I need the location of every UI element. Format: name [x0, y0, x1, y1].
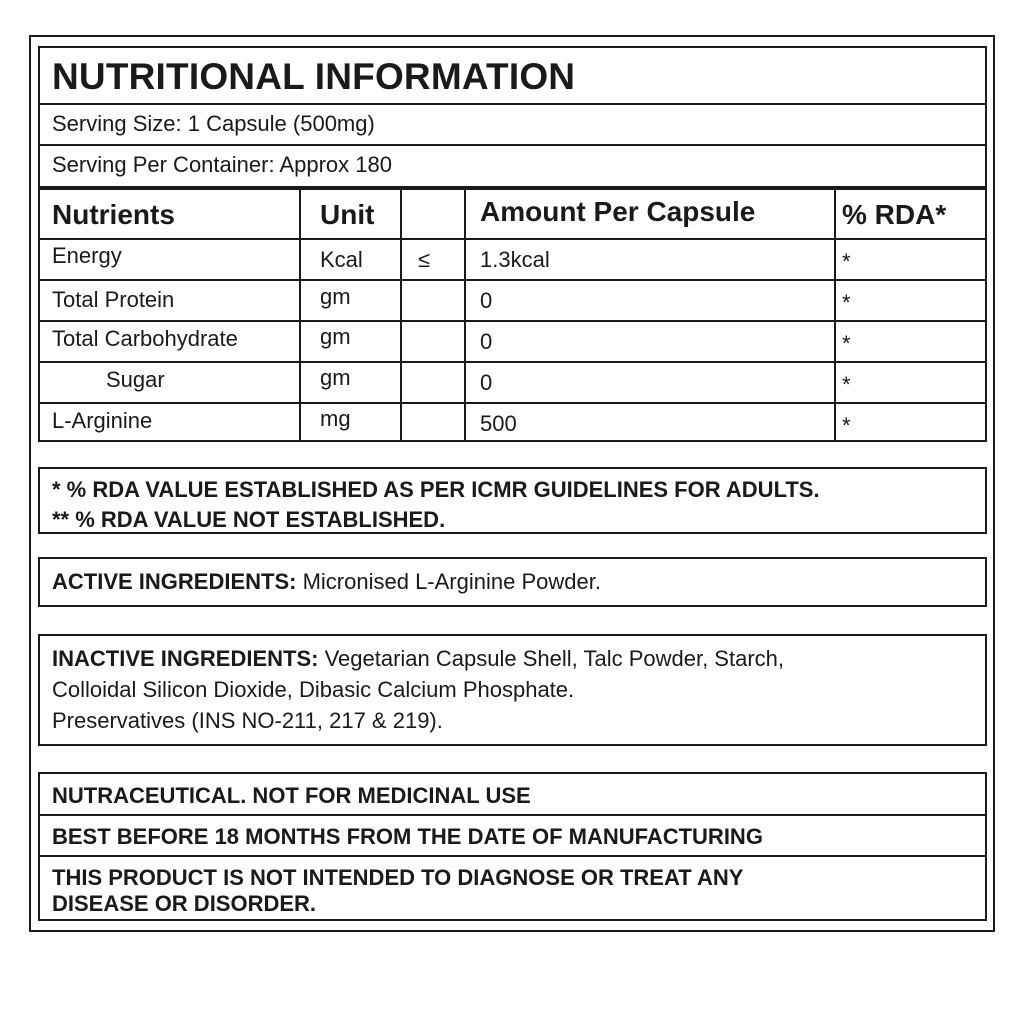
panel-title: NUTRITIONAL INFORMATION [52, 56, 576, 97]
nutrient-unit: gm [320, 365, 351, 390]
nutrient-amount: 500 [480, 411, 517, 436]
nutrient-unit: gm [320, 324, 351, 349]
nutrient-qualifier: ≤ [418, 247, 431, 272]
nutrient-amount: 0 [480, 329, 493, 354]
header-amount: Amount Per Capsule [480, 196, 756, 227]
notice-disclaimer-1: THIS PRODUCT IS NOT INTENDED TO DIAGNOSE OR TREAT ANY [52, 865, 744, 890]
nutrient-unit: mg [320, 406, 351, 431]
divider [40, 855, 985, 857]
inactive-line-2: Colloidal Silicon Dioxide, Dibasic Calcium Phosphate. [52, 677, 575, 702]
nutrient-rda: * [842, 290, 851, 315]
nutrient-table [40, 190, 985, 440]
inactive-line-1: Vegetarian Capsule Shell, Talc Powder, Starch, [318, 646, 785, 671]
active-ingredients [38, 557, 987, 607]
notice-nutraceutical: NUTRACEUTICAL. NOT FOR MEDICINAL USE [52, 783, 531, 808]
nutrient-name: Sugar [106, 367, 165, 392]
nutrient-unit: Kcal [320, 247, 363, 272]
active-label: ACTIVE INGREDIENTS: [52, 569, 297, 594]
header-nutrients: Nutrients [52, 199, 175, 230]
nutrition-panel [38, 46, 987, 442]
divider [40, 814, 985, 816]
nutrient-name: Total Protein [52, 287, 175, 312]
header-rda: % RDA* [842, 199, 947, 230]
serving-size: Serving Size: 1 Capsule (500mg) [52, 111, 375, 136]
rda-notes [38, 467, 987, 534]
rda-note-2: ** % RDA VALUE NOT ESTABLISHED. [52, 507, 446, 532]
divider [40, 103, 985, 105]
divider [40, 144, 985, 146]
nutrient-amount: 1.3kcal [480, 247, 550, 272]
notice-best-before: BEST BEFORE 18 MONTHS FROM THE DATE OF MANUFACTURING [52, 824, 763, 849]
nutrient-rda: * [842, 249, 851, 274]
nutrient-rda: * [842, 331, 851, 356]
notice-disclaimer-2: DISEASE OR DISORDER. [52, 891, 317, 916]
nutrient-name: Total Carbohydrate [52, 326, 238, 351]
rda-note-1: * % RDA VALUE ESTABLISHED AS PER ICMR GUIDELINES FOR ADULTS. [52, 477, 820, 502]
inactive-line-3: Preservatives (INS NO-211, 217 & 219). [52, 708, 443, 733]
inactive-ingredients [38, 634, 987, 746]
nutrient-unit: gm [320, 284, 351, 309]
nutrient-amount: 0 [480, 370, 493, 395]
nutrient-name: Energy [52, 243, 122, 268]
inactive-label: INACTIVE INGREDIENTS: [52, 646, 319, 671]
nutrient-rda: * [842, 413, 851, 438]
header-unit: Unit [320, 199, 375, 230]
notices [38, 772, 987, 921]
nutrient-name: L-Arginine [52, 408, 153, 433]
active-text: Micronised L-Arginine Powder. [296, 569, 601, 594]
nutrient-rda: * [842, 372, 851, 397]
serving-per-container: Serving Per Container: Approx 180 [52, 152, 392, 177]
nutrient-amount: 0 [480, 288, 493, 313]
